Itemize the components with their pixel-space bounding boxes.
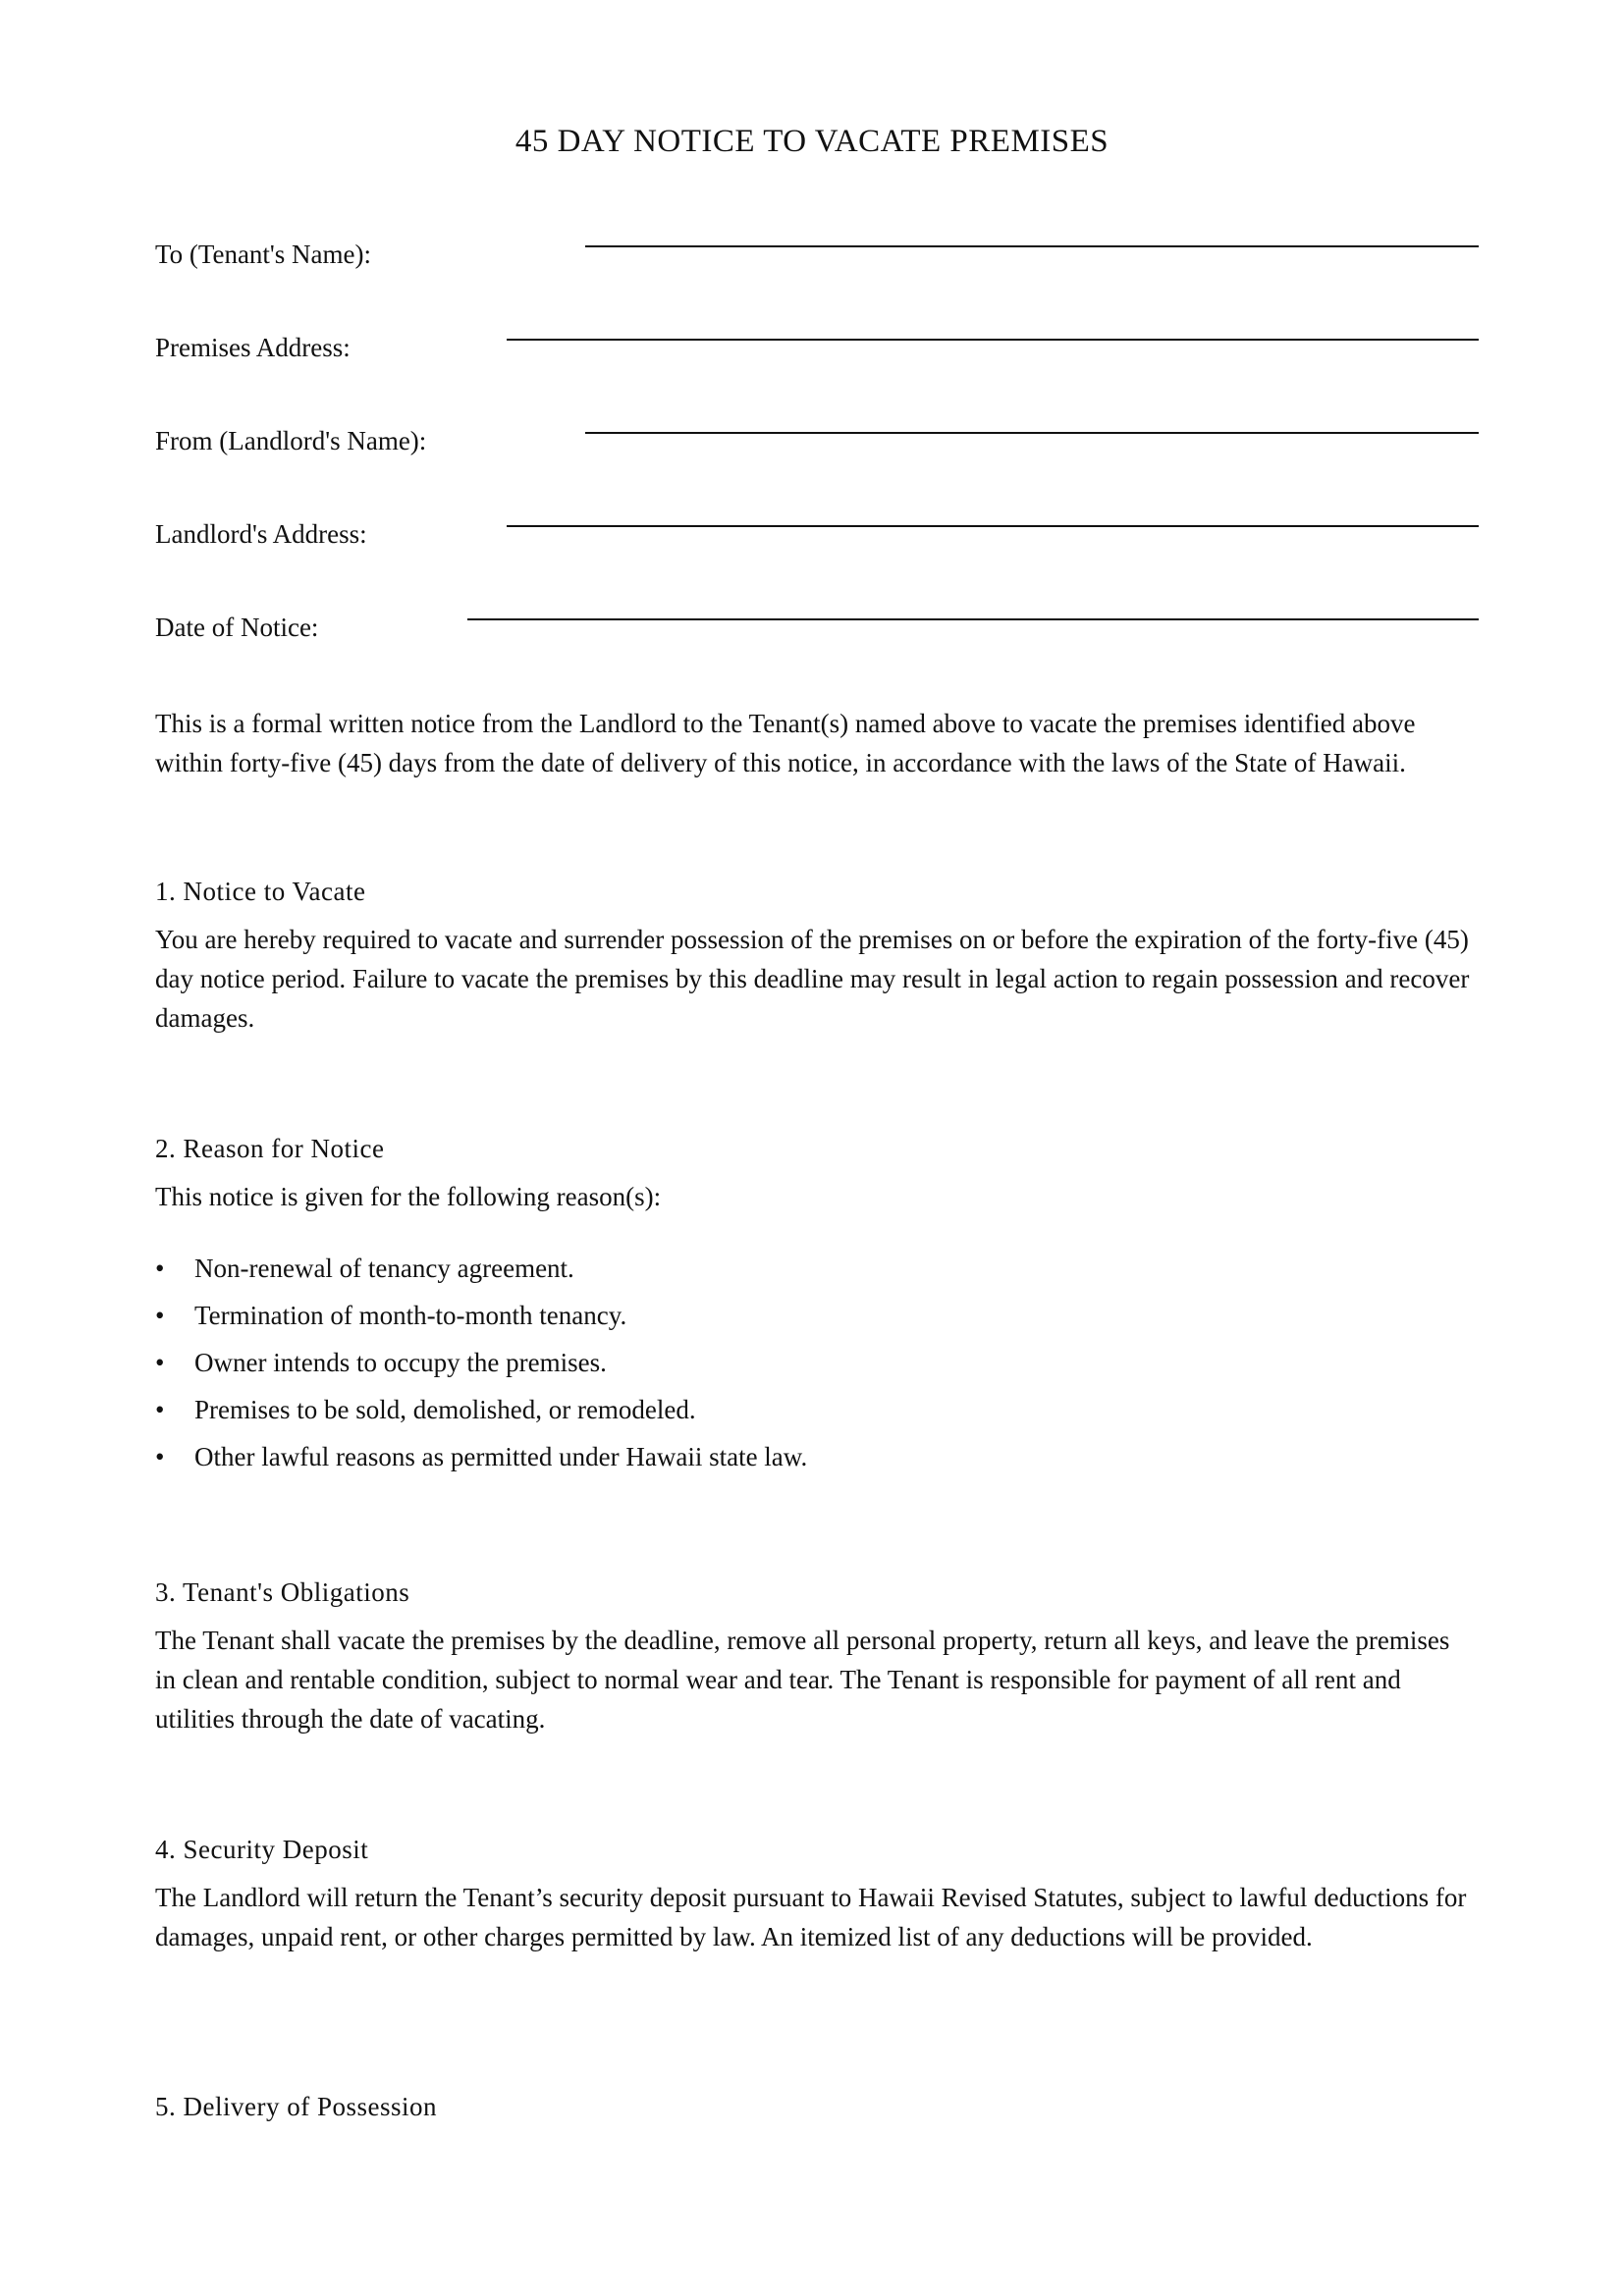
section-body-tenant-obligations: The Tenant shall vacate the premises by the deadline, remove all personal property, return all keys, and leave the premises in clean and rentable condition, subject to normal wear and tear. The Tenant is responsible for payment of all rent and utilities through the date of vacating. [155, 1626, 1450, 1734]
section-heading-delivery-of-possession: 5. Delivery of Possession [155, 2092, 437, 2121]
list-item: • Premises to be sold, demolished, or remodeled. [155, 1392, 807, 1439]
bullet-icon: • [155, 1395, 165, 1424]
premises-address-field[interactable] [507, 339, 1479, 341]
landlord-name-field[interactable] [585, 432, 1479, 434]
tenant-name-label: To (Tenant's Name): [155, 240, 372, 269]
landlord-address-label: Landlord's Address: [155, 519, 367, 549]
section-body-notice-to-vacate: You are hereby required to vacate and surrender possession of the premises on or before the expiration of the forty-five (45) day notice period. Failure to vacate the premises by this deadline may result in legal action to regain possession and recover damages. [155, 925, 1470, 1033]
date-of-notice-label: Date of Notice: [155, 613, 319, 642]
bullet-icon: • [155, 1442, 165, 1471]
landlord-address-field[interactable] [507, 525, 1479, 527]
list-item: • Non-renewal of tenancy agreement. [155, 1251, 807, 1298]
list-item: • Owner intends to occupy the premises. [155, 1345, 807, 1392]
bullet-icon: • [155, 1254, 165, 1283]
section-body-security-deposit: The Landlord will return the Tenant’s security deposit pursuant to Hawaii Revised Statutes, subject to lawful deductions for damages, unpaid rent, or other charges permitted by law. An itemized list of any deductions will be provided. [155, 1883, 1467, 1951]
section-heading-notice-to-vacate: 1. Notice to Vacate [155, 877, 366, 906]
reason-list [155, 1251, 807, 1486]
section-heading-tenant-obligations: 3. Tenant's Obligations [155, 1577, 410, 1607]
landlord-name-label: From (Landlord's Name): [155, 426, 427, 455]
document-title: 45 DAY NOTICE TO VACATE PREMISES [514, 124, 1110, 159]
list-item: • Other lawful reasons as permitted under Hawaii state law. [155, 1439, 807, 1486]
premises-address-label: Premises Address: [155, 333, 351, 362]
intro-paragraph: This is a formal written notice from the Landlord to the Tenant(s) named above to vacate the premises identified above within forty-five (45) days from the date of delivery of this notice, in accordance with the laws of the State of Hawaii. [155, 709, 1416, 777]
section-body-reason-for-notice: This notice is given for the following reason(s): [155, 1182, 662, 1211]
bullet-icon: • [155, 1301, 165, 1330]
bullet-icon: • [155, 1348, 165, 1377]
section-heading-reason-for-notice: 2. Reason for Notice [155, 1134, 385, 1163]
tenant-name-field[interactable] [585, 245, 1479, 247]
section-heading-security-deposit: 4. Security Deposit [155, 1835, 369, 1864]
date-of-notice-field[interactable] [467, 618, 1479, 620]
list-item: • Termination of month-to-month tenancy. [155, 1298, 807, 1345]
